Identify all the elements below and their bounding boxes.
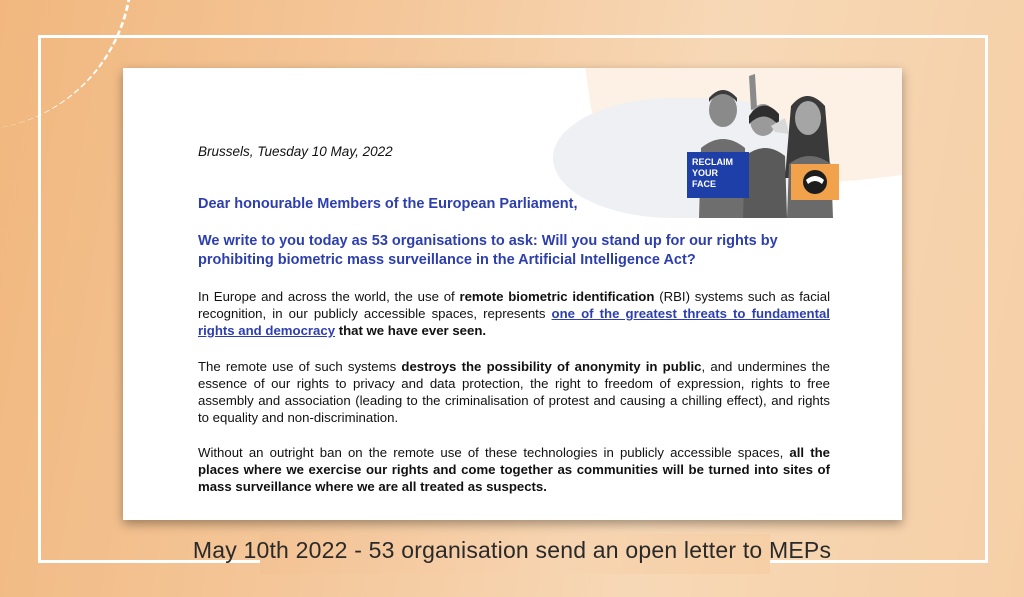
p1-text-1: In Europe and across the world, the use of [198, 289, 460, 304]
paragraph-3 [198, 444, 830, 495]
p3-bold-1: all the places where we exercise our rights and come together as communities will be turned into sites of mass surveillance where we are all treated as suspects. [198, 445, 830, 494]
protester-middle [743, 74, 789, 218]
p1-bold-2: that we have ever seen. [335, 323, 487, 338]
p2-text-2: , and undermines the essence of our rights to privacy and data protection, the right to freedom of expression, rights to free assembly and association (leading to the criminalisation of protest and causing a chilling effect), and rights to equality and non-discrimination. [198, 359, 831, 425]
letter-date: Brussels, Tuesday 10 May, 2022 [198, 144, 393, 159]
paragraph-2 [198, 358, 830, 426]
letter-screenshot [123, 68, 902, 520]
sign-word: FACE [692, 179, 717, 189]
p2-text-1: The remote use of such systems [198, 359, 402, 374]
sign-word: YOUR [692, 168, 719, 178]
paragraph-1 [198, 288, 830, 339]
sign-word: RECLAIM [692, 157, 733, 167]
caption: May 10th 2022 - 53 organisation send an open letter to MEPs [192, 537, 832, 563]
p1-text-2: (RBI) systems such as facial recognition, in our publicly accessible spaces, represents [198, 289, 831, 321]
letter-salutation: Dear honourable Members of the European Parliament, [198, 196, 578, 212]
protesters-illustration [685, 68, 853, 218]
p1-bold-1: remote biometric identification [459, 289, 655, 304]
reclaim-your-face-sign [687, 152, 749, 198]
p3-text-1: Without an outright ban on the remote use of these technologies in publicly accessible spaces, [198, 445, 790, 460]
p2-bold-1: destroys the possibility of anonymity in public [401, 359, 702, 374]
orange-sign [791, 164, 839, 200]
threats-link[interactable]: one of the greatest threats to fundamental rights and democracy [198, 306, 830, 338]
letter-question: We write to you today as 53 organisations to ask: Will you stand up for our rights by prohibiting biometric mass surveillance in the Artificial Intelligence Act? [198, 233, 778, 268]
